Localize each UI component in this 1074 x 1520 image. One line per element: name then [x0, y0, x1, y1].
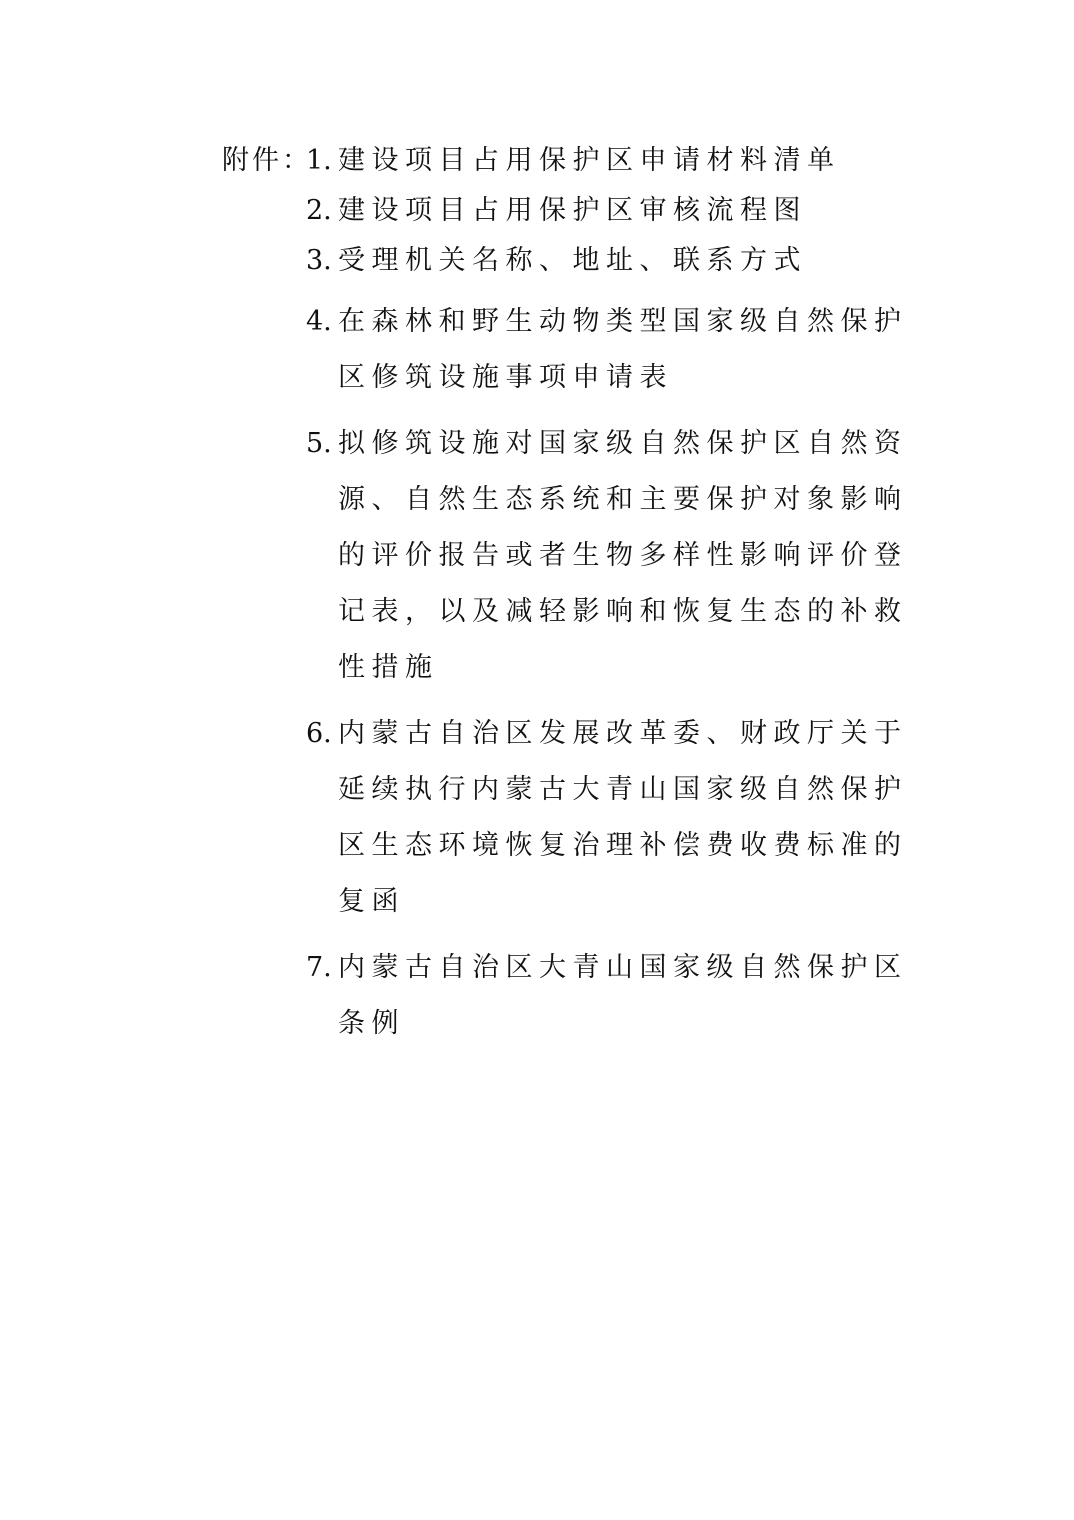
attachment-item-7: [306, 940, 926, 1052]
attachment-item-5: [306, 416, 926, 696]
attachment-text: 受理机关名称、地址、联系方式: [338, 245, 807, 276]
attachment-item-1: [306, 138, 926, 184]
attachment-number: 6.: [306, 718, 332, 749]
attachment-item-2: [306, 188, 926, 234]
attachment-number: 7.: [306, 952, 332, 983]
attachment-text: 建设项目占用保护区申请材料清单: [338, 145, 841, 176]
attachment-item-4: [306, 294, 926, 406]
attachment-text: 建设项目占用保护区审核流程图: [338, 195, 807, 226]
attachment-number: 3.: [306, 245, 332, 276]
attachment-number: 4.: [306, 306, 332, 337]
attachment-item-3: [306, 238, 926, 284]
attachment-text: 在森林和野生动物类型国家级自然保护区修筑设施事项申请表: [338, 306, 908, 393]
attachment-text: 内蒙古自治区发展改革委、财政厅关于延续执行内蒙古大青山国家级自然保护区生态环境恢复治理补偿费收费标准的复函: [338, 718, 908, 917]
attachments-label: 附件：: [222, 145, 312, 176]
attachment-number: 2.: [306, 195, 332, 226]
attachment-item-6: [306, 706, 926, 930]
attachment-text: 拟修筑设施对国家级自然保护区自然资源、自然生态系统和主要保护对象影响的评价报告或者生物多样性影响评价登记表，以及减轻影响和恢复生态的补救性措施: [338, 428, 908, 683]
attachment-number: 5.: [306, 428, 332, 459]
attachment-number: 1.: [306, 145, 332, 176]
attachment-list: [306, 138, 926, 1062]
attachment-text: 内蒙古自治区大青山国家级自然保护区条例: [338, 952, 908, 1039]
